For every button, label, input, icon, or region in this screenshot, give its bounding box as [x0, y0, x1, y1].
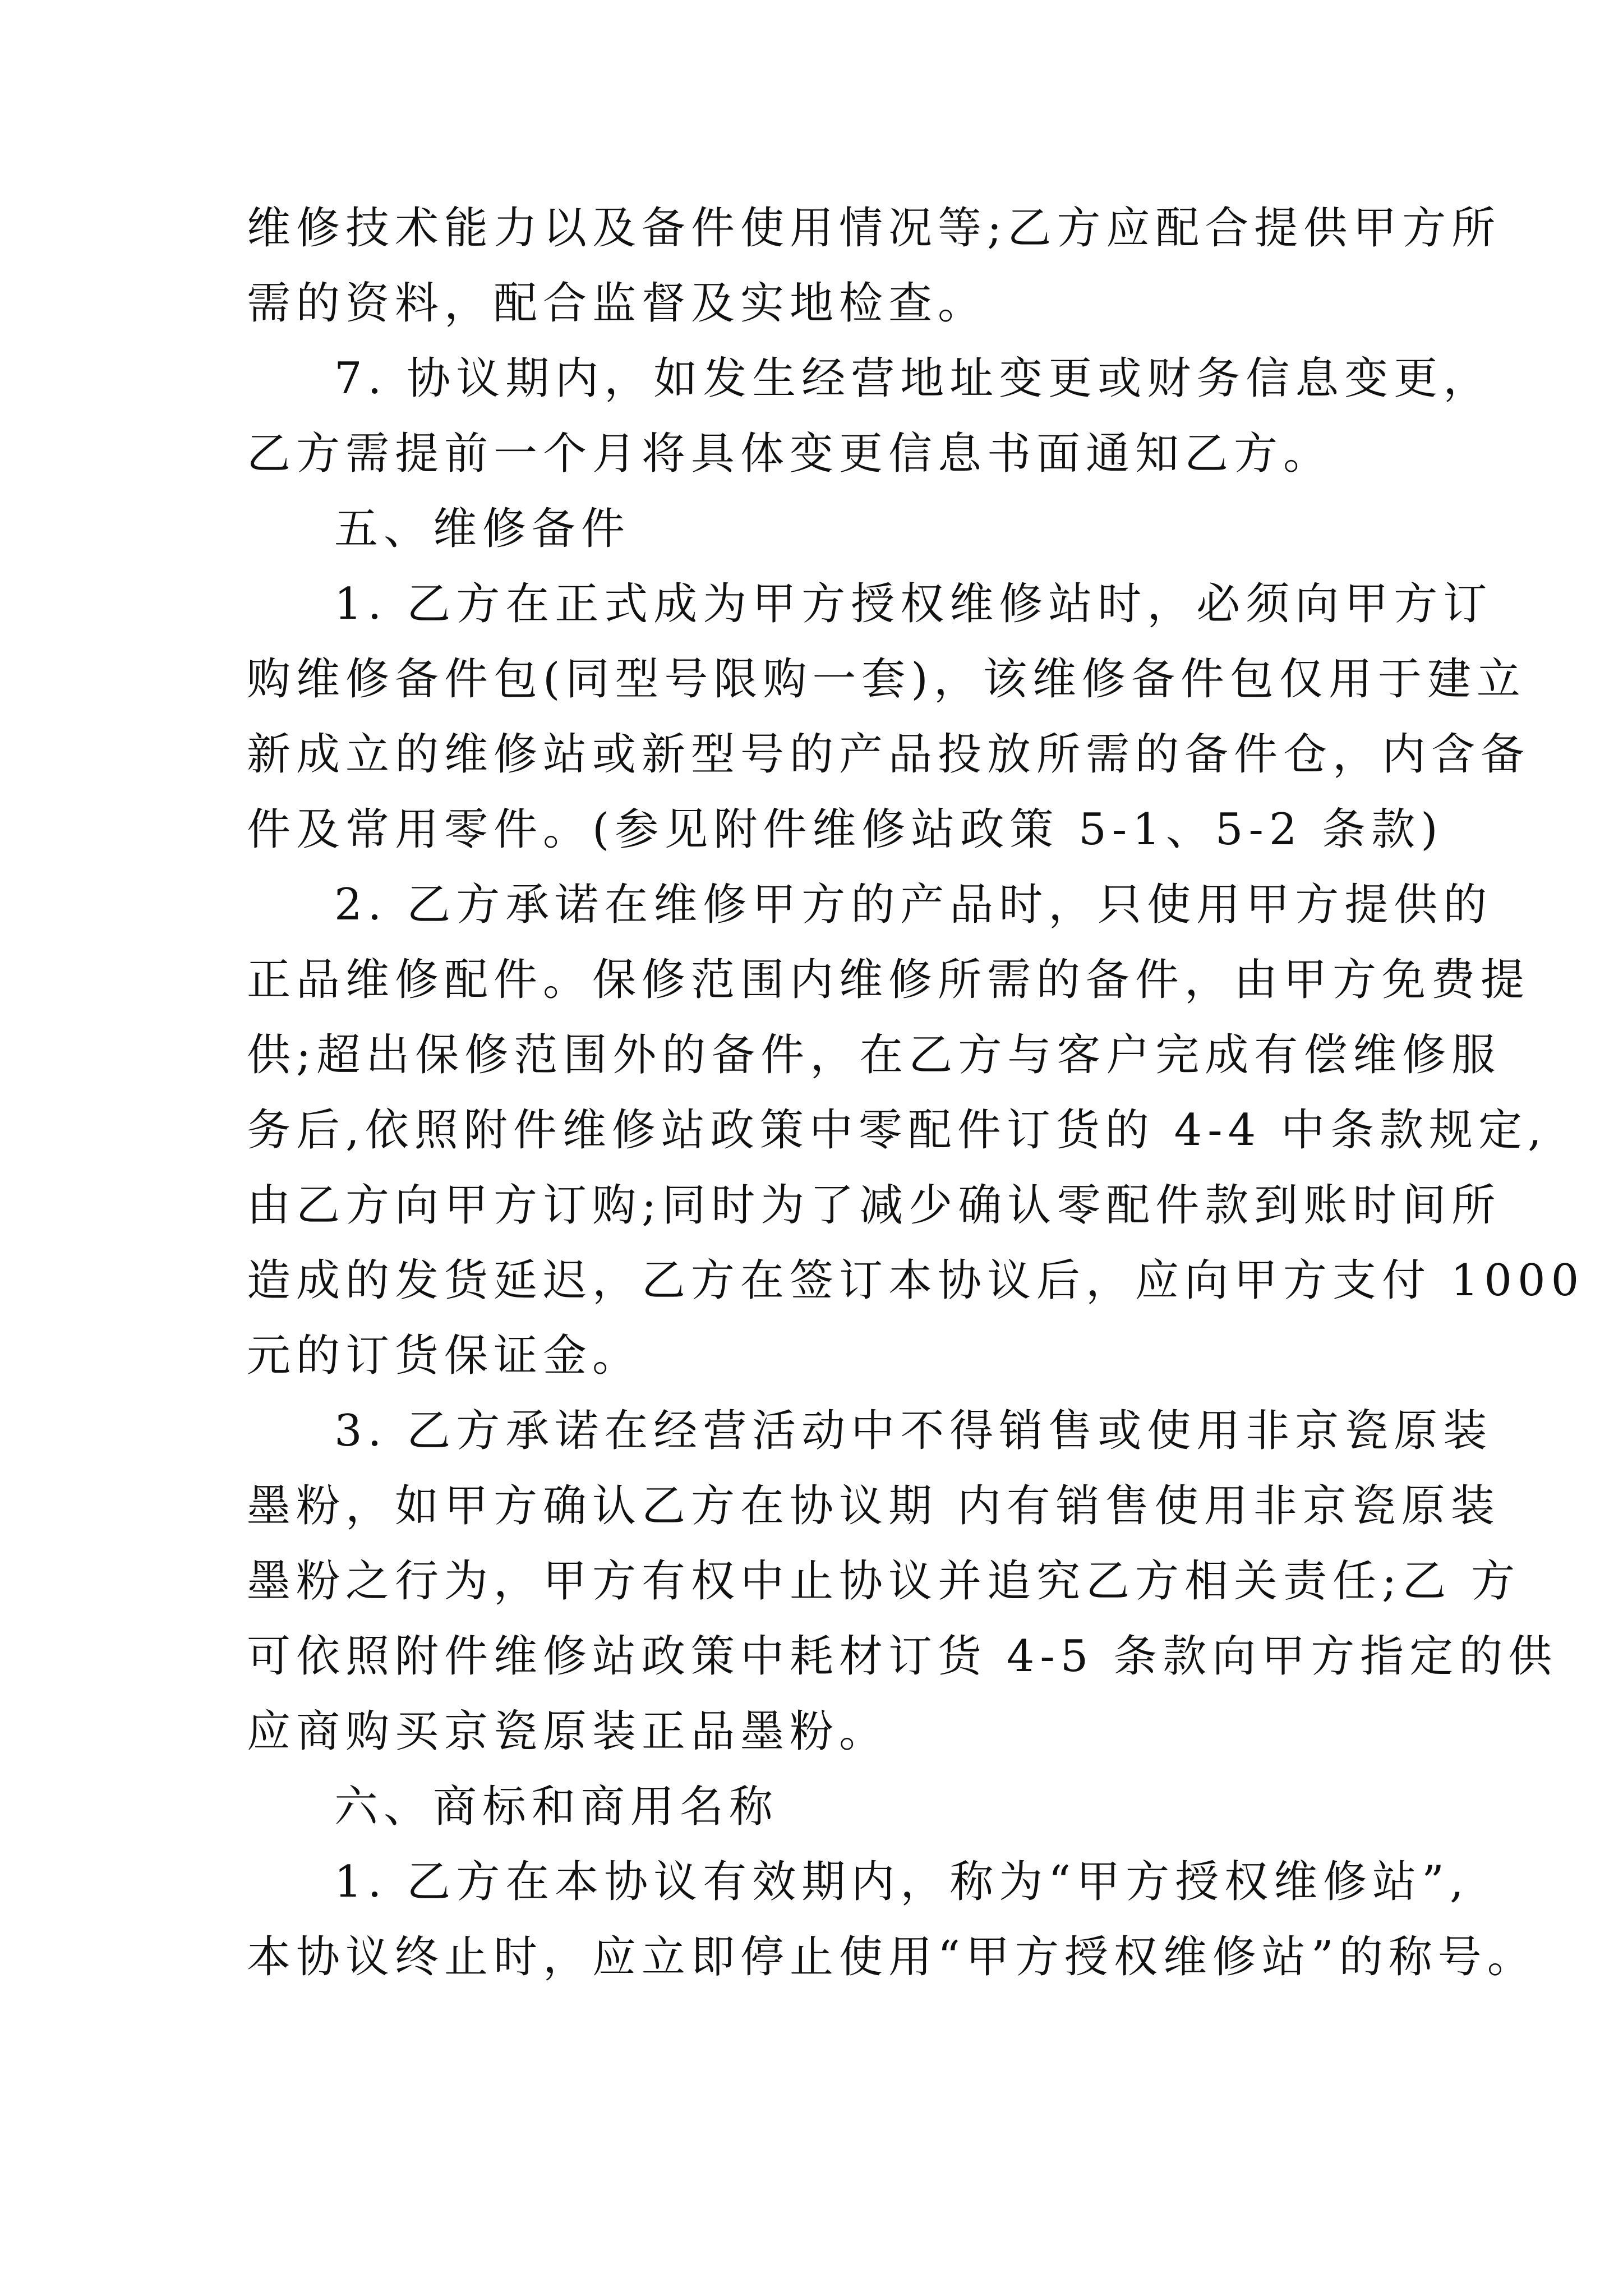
text-line: 7. 协议期内，如发生经营地址变更或财务信息变更，	[334, 353, 1493, 404]
text-line: 墨粉之行为，甲方有权中止协议并追究乙方相关责任;乙 方	[247, 1556, 1521, 1607]
text-line: 新成立的维修站或新型号的产品投放所需的备件仓，内含备	[247, 729, 1530, 780]
text-line: 需的资料，配合监督及实地检查。	[247, 278, 988, 329]
text-line: 3. 乙方承诺在经营活动中不得销售或使用非京瓷原装	[334, 1406, 1493, 1456]
text-line: 2. 乙方承诺在维修甲方的产品时，只使用甲方提供的	[334, 880, 1493, 930]
text-line: 1. 乙方在本协议有效期内，称为“甲方授权维修站”,	[334, 1857, 1469, 1907]
section-heading: 五、维修备件	[334, 504, 631, 554]
text-line: 墨粉，如甲方确认乙方在协议期 内有销售使用非京瓷原装	[247, 1481, 1500, 1531]
text-line: 可依照附件维修站政策中耗材订货 4-5 条款向甲方指定的供	[247, 1631, 1558, 1682]
text-line: 元的订货保证金。	[247, 1331, 642, 1381]
text-line: 由乙方向甲方订购;同时为了减少确认零配件款到账时间所	[247, 1180, 1501, 1231]
text-line: 乙方需提前一个月将具体变更信息书面通知乙方。	[247, 429, 1333, 479]
text-line: 正品维修配件。保修范围内维修所需的备件，由甲方免费提	[247, 955, 1530, 1005]
text-line: 应商购买京瓷原装正品墨粉。	[247, 1706, 889, 1757]
text-line: 1. 乙方在正式成为甲方授权维修站时，必须向甲方订	[334, 579, 1493, 629]
text-line: 造成的发货延迟，乙方在签订本协议后，应向甲方支付 1000	[247, 1255, 1585, 1306]
section-heading: 六、商标和商用名称	[334, 1782, 779, 1832]
text-line: 务后,依照附件维修站政策中零配件订货的 4-4 中条款规定,	[247, 1105, 1547, 1156]
text-line: 购维修备件包(同型号限购一套)，该维修备件包仅用于建立	[247, 654, 1526, 705]
document-body	[247, 191, 1585, 1995]
text-line: 本协议终止时，应立即停止使用“甲方授权维修站”的称号。	[247, 1932, 1537, 1982]
text-line: 件及常用零件。(参见附件维修站政策 5-1、5-2 条款)	[247, 804, 1444, 855]
text-line: 维修技术能力以及备件使用情况等;乙方应配合提供甲方所	[247, 203, 1501, 254]
text-line: 供;超出保修范围外的备件，在乙方与客户完成有偿维修服	[247, 1030, 1501, 1080]
